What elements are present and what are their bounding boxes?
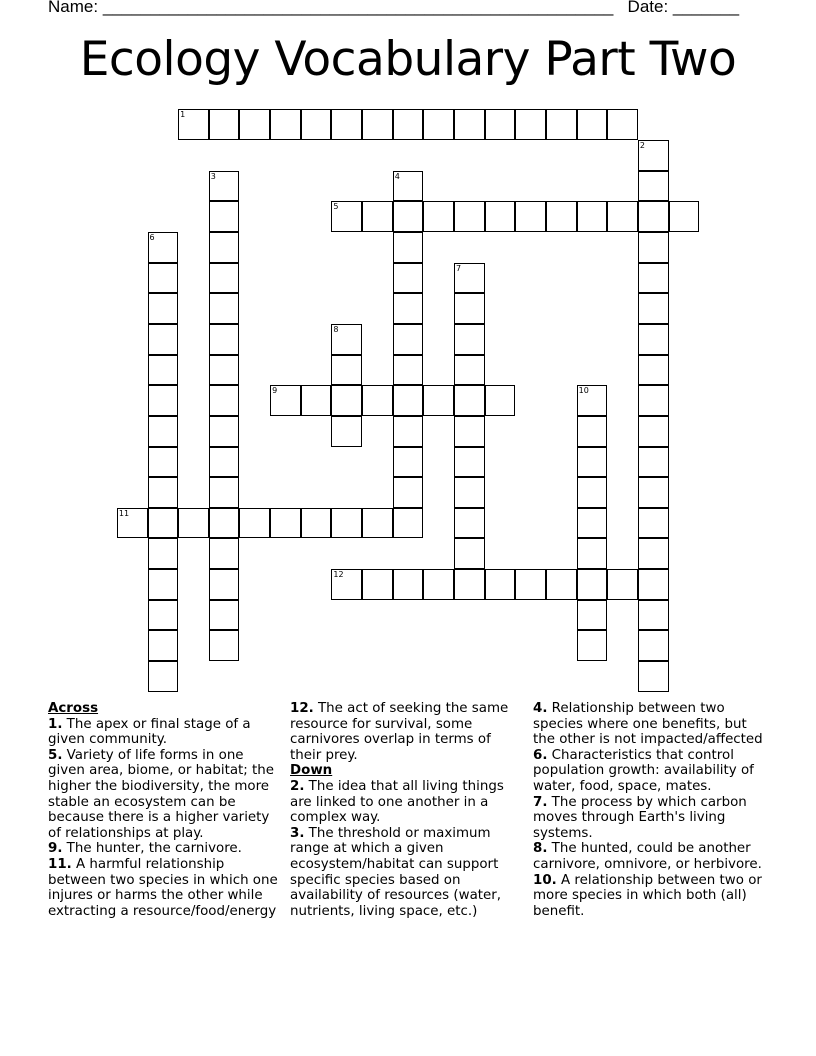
grid-cell[interactable] [148,477,179,508]
grid-cell[interactable] [638,140,669,171]
grid-cell[interactable] [209,600,240,631]
grid-cell[interactable] [393,324,424,355]
grid-cell[interactable] [148,355,179,386]
clue-down-6 [533,748,765,795]
grid-cell[interactable] [423,569,454,600]
grid-cell[interactable] [209,171,240,202]
grid-cell[interactable] [148,447,179,478]
clue-text: The hunter, the carnivore. [66,841,242,857]
grid-cell[interactable] [577,477,608,508]
grid-cell[interactable] [638,508,669,539]
grid-cell[interactable] [209,447,240,478]
grid-cell[interactable] [577,538,608,569]
grid-cell[interactable] [209,477,240,508]
grid-cell[interactable] [270,109,301,140]
grid-cell[interactable] [178,109,209,140]
grid-cell[interactable] [638,477,669,508]
grid-cell[interactable] [638,171,669,202]
grid-cell[interactable] [209,355,240,386]
clue-number: 12. [290,701,314,716]
grid-cell[interactable] [485,109,516,140]
grid-cell[interactable] [393,385,424,416]
grid-cell[interactable] [393,569,424,600]
grid-cell[interactable] [393,447,424,478]
grid-cell[interactable] [485,385,516,416]
grid-cell[interactable] [546,201,577,232]
cell-number: 7 [456,263,462,273]
grid-cell[interactable] [148,232,179,263]
clue-down-3 [290,826,522,920]
grid-cell[interactable] [362,385,393,416]
grid-cell[interactable] [577,569,608,600]
grid-cell[interactable] [454,293,485,324]
grid-cell[interactable] [331,355,362,386]
grid-cell[interactable] [577,109,608,140]
grid-cell[interactable] [148,324,179,355]
grid-cell[interactable] [423,201,454,232]
grid-cell[interactable] [577,447,608,478]
grid-cell[interactable] [209,385,240,416]
grid-cell[interactable] [331,324,362,355]
cell-number: 4 [394,171,400,181]
grid-cell[interactable] [331,385,362,416]
clue-across-9 [48,841,283,857]
grid-cell[interactable] [331,508,362,539]
grid-cell[interactable] [209,201,240,232]
cell-number: 11 [118,508,130,518]
grid-cell[interactable] [301,385,332,416]
grid-cell[interactable] [362,109,393,140]
grid-cell[interactable] [638,201,669,232]
cell-number: 3 [210,171,216,181]
grid-cell[interactable] [209,538,240,569]
cell-number: 2 [639,141,645,150]
cell-number: 5 [333,202,339,212]
clue-text: A relationship between two or more species in which both (all) benefit. [533,872,762,919]
clue-across-12 [290,701,522,763]
grid-cell[interactable] [638,355,669,386]
cell-number: 12 [333,570,344,580]
clue-text: The act of seeking the same resource for survival, some carnivores overlap in terms of their prey. [290,701,509,763]
grid-cell[interactable] [577,600,608,631]
clue-text: The apex or final stage of a given community. [48,716,251,748]
grid-cell[interactable] [638,416,669,447]
grid-cell[interactable] [454,201,485,232]
grid-cell[interactable] [148,385,179,416]
cell-number: 10 [578,386,589,396]
grid-cell[interactable] [148,508,179,539]
grid-cell[interactable] [638,385,669,416]
clue-column-1 [48,701,283,919]
clue-across-5 [48,748,283,842]
clue-number: 9. [48,841,63,857]
grid-cell[interactable] [638,293,669,324]
grid-cell[interactable] [331,416,362,447]
grid-cell[interactable] [393,171,424,202]
grid-cell[interactable] [638,324,669,355]
grid-cell[interactable] [454,538,485,569]
clue-column-3 [533,701,765,919]
grid-cell[interactable] [331,201,362,232]
clue-number: 1. [48,716,63,732]
name-blank[interactable]: ______________________________________________________ [102,0,614,16]
grid-cell[interactable] [209,508,240,539]
grid-cell[interactable] [148,661,179,692]
clue-text: The process by which carbon moves through Earth's living systems. [533,794,747,841]
grid-cell[interactable] [393,232,424,263]
clue-number: 3. [290,825,305,841]
grid-cell[interactable] [148,416,179,447]
grid-cell[interactable] [454,109,485,140]
clue-text: Variety of life forms in one given area, biome, or habitat; the higher the biodiversity, the more stable an ecosystem can be because there is a higher variety of relationships at play. [48,747,275,841]
grid-cell[interactable] [117,508,148,539]
grid-cell[interactable] [393,355,424,386]
grid-cell[interactable] [485,569,516,600]
grid-cell[interactable] [209,630,240,661]
grid-cell[interactable] [393,416,424,447]
grid-cell[interactable] [515,109,546,140]
across-heading: Across [48,701,99,716]
grid-cell[interactable] [638,232,669,263]
clue-column-2 [290,701,522,919]
grid-cell[interactable] [577,508,608,539]
clue-down-2 [290,779,522,826]
grid-cell[interactable] [546,109,577,140]
clue-down-10 [533,873,765,920]
grid-cell[interactable] [301,508,332,539]
grid-cell[interactable] [393,263,424,294]
clue-across-11 [48,857,283,919]
grid-cell[interactable] [638,661,669,692]
grid-cell[interactable] [209,569,240,600]
clue-text: The idea that all living things are linked to one another in a complex way. [290,778,504,826]
cell-number: 1 [180,110,186,120]
grid-cell[interactable] [239,109,270,140]
date-label: Date: [627,0,669,16]
grid-cell[interactable] [148,630,179,661]
clue-text: The hunted, could be another carnivore, omnivore, or herbivore. [533,841,762,872]
clue-down-8 [533,841,765,872]
grid-cell[interactable] [239,508,270,539]
clue-number: 7. [533,794,548,810]
clue-text: The threshold or maximum range at which a given ecosystem/habitat can support specific species based on availability of resources (water, nutrients, living space, etc.) [290,825,502,919]
date-blank[interactable]: _______ [672,0,740,16]
grid-cell[interactable] [148,600,179,631]
clue-across-1 [48,717,283,748]
grid-cell[interactable] [209,293,240,324]
clue-number: 10. [533,872,557,888]
cell-number: 8 [333,324,339,334]
grid-cell[interactable] [546,569,577,600]
grid-cell[interactable] [331,569,362,600]
clue-number: 6. [533,747,548,763]
grid-cell[interactable] [148,263,179,294]
clue-number: 11. [48,856,72,872]
grid-cell[interactable] [270,385,301,416]
grid-cell[interactable] [331,109,362,140]
grid-cell[interactable] [454,385,485,416]
grid-cell[interactable] [362,201,393,232]
grid-cell[interactable] [669,201,700,232]
grid-cell[interactable] [607,201,638,232]
grid-cell[interactable] [577,385,608,416]
grid-cell[interactable] [515,569,546,600]
grid-cell[interactable] [515,201,546,232]
clue-text: Relationship between two species where one benefits, but the other is not impacted/affected [533,701,763,748]
grid-cell[interactable] [209,416,240,447]
grid-cell[interactable] [638,263,669,294]
grid-cell[interactable] [638,569,669,600]
grid-cell[interactable] [454,355,485,386]
grid-cell[interactable] [638,600,669,631]
grid-cell[interactable] [209,232,240,263]
clue-down-4 [533,701,765,748]
clue-number: 4. [533,701,548,716]
grid-cell[interactable] [454,569,485,600]
clue-text: Characteristics that control population growth: availability of water, food, space, mates. [533,747,754,794]
grid-cell[interactable] [209,324,240,355]
clue-text: A harmful relationship between two species in which one injures or harms the other while extracting a resource/food/energy [48,856,278,919]
grid-cell[interactable] [393,293,424,324]
grid-cell[interactable] [178,508,209,539]
down-heading: Down [290,763,333,779]
grid-cell[interactable] [423,109,454,140]
grid-cell[interactable] [393,201,424,232]
name-label: Name: [48,0,99,16]
grid-cell[interactable] [577,201,608,232]
grid-cell[interactable] [577,630,608,661]
grid-cell[interactable] [638,447,669,478]
grid-cell[interactable] [148,293,179,324]
grid-cell[interactable] [393,109,424,140]
grid-cell[interactable] [423,385,454,416]
grid-cell[interactable] [148,569,179,600]
grid-cell[interactable] [209,109,240,140]
grid-cell[interactable] [362,508,393,539]
grid-cell[interactable] [454,508,485,539]
grid-cell[interactable] [362,569,393,600]
clue-number: 2. [290,778,305,794]
grid-cell[interactable] [301,109,332,140]
grid-cell[interactable] [393,477,424,508]
grid-cell[interactable] [638,538,669,569]
grid-cell[interactable] [577,416,608,447]
grid-cell[interactable] [638,630,669,661]
grid-cell[interactable] [454,416,485,447]
grid-cell[interactable] [485,201,516,232]
cell-number: 9 [272,386,278,396]
page-title: Ecology Vocabulary Part Two [79,32,737,87]
grid-cell[interactable] [607,569,638,600]
grid-cell[interactable] [454,477,485,508]
grid-cell[interactable] [454,447,485,478]
grid-cell[interactable] [270,508,301,539]
grid-cell[interactable] [607,109,638,140]
grid-cell[interactable] [393,508,424,539]
clue-number: 5. [48,747,63,763]
clue-number: 8. [533,841,548,857]
grid-cell[interactable] [454,263,485,294]
grid-cell[interactable] [209,263,240,294]
cell-number: 6 [149,232,155,242]
clue-down-7 [533,795,765,842]
grid-cell[interactable] [148,538,179,569]
grid-cell[interactable] [454,324,485,355]
